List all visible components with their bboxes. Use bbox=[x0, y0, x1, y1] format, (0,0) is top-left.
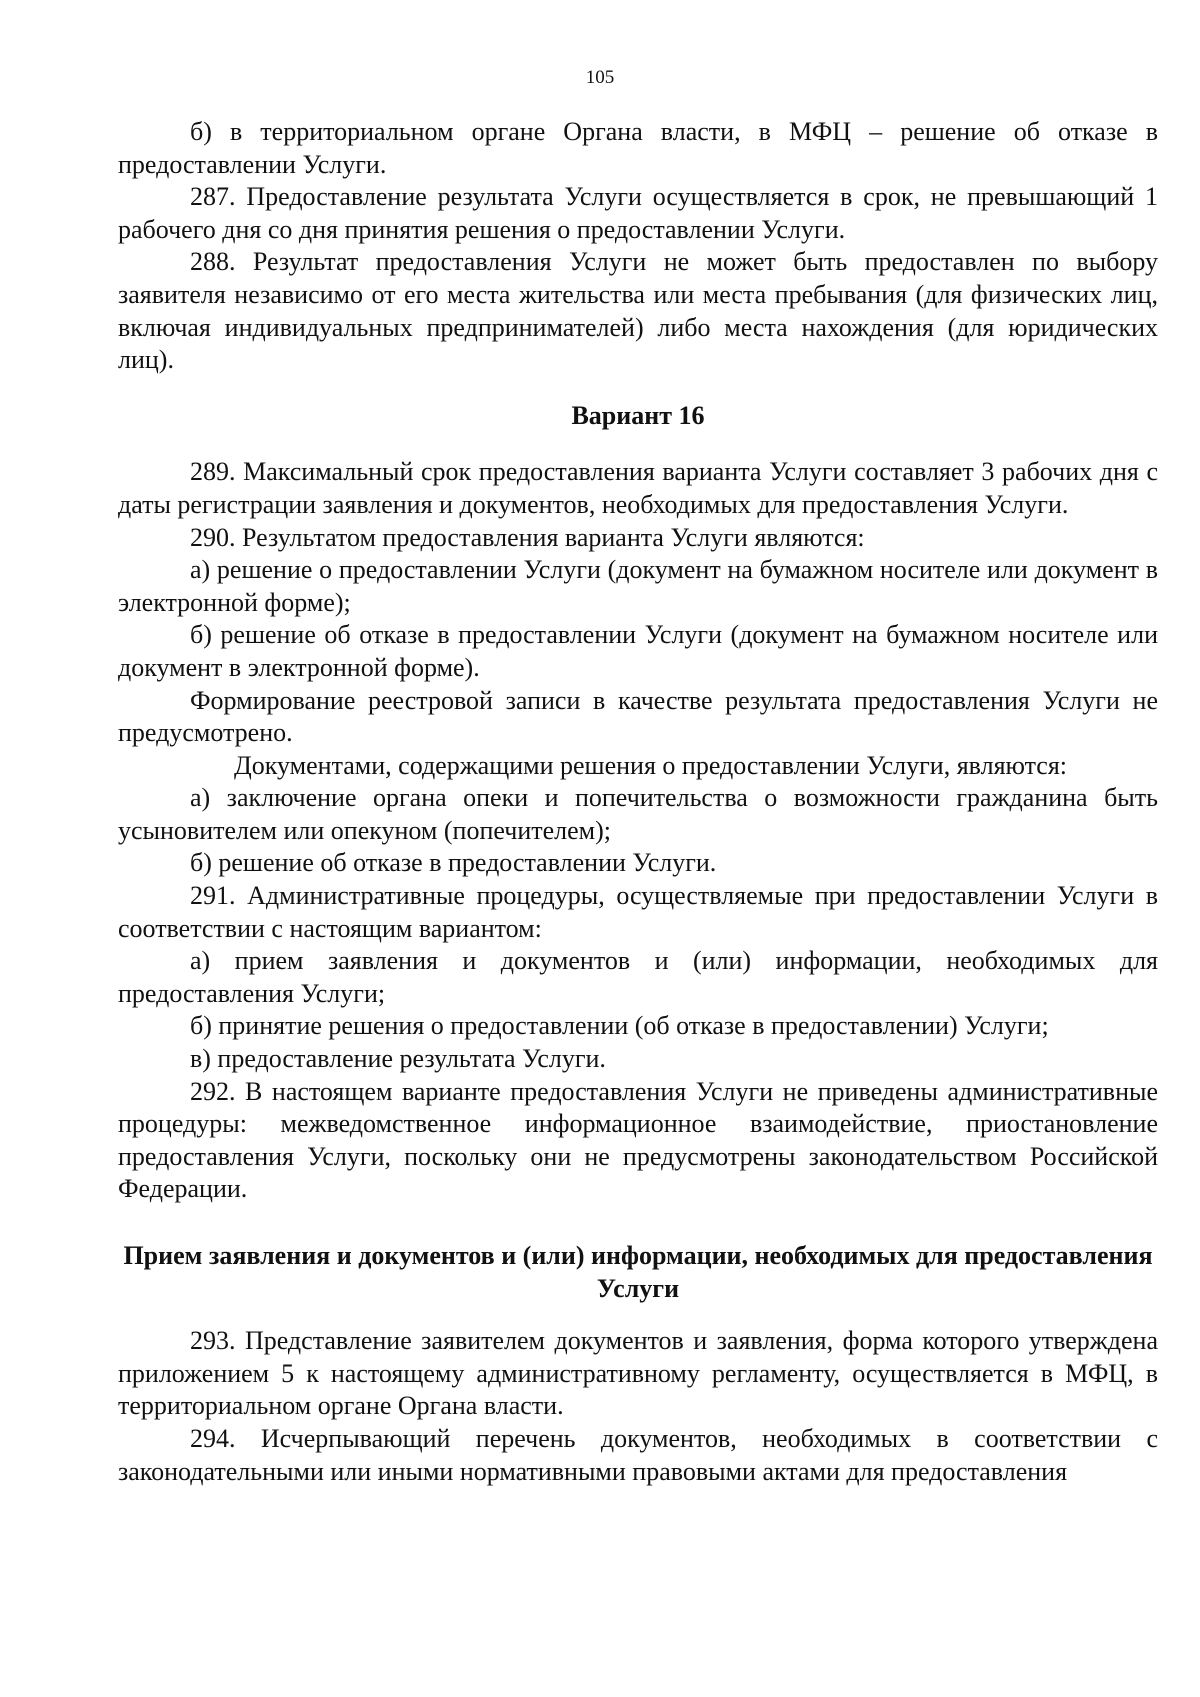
paragraph-291: 291. Административные процедуры, осуществляемые при предоставлении Услуги в соответствии с настоящим вариантом: bbox=[118, 881, 1158, 943]
paragraph-293: 293. Представление заявителем документов и заявления, форма которого утверждена приложением 5 к настоящему административному регламенту, осуществляется в МФЦ, в территориальном органе Органа власти. bbox=[118, 1326, 1158, 1421]
paragraph-decision-a: а) заключение органа опеки и попечительства о возможности гражданина быть усыновителем или опекуном (попечителем); bbox=[118, 783, 1158, 845]
heading-application-intake: Прием заявления и документов и (или) информации, необходимых для предоставления Услуги bbox=[123, 1241, 1153, 1303]
paragraph-291a: а) прием заявления и документов и (или) информации, необходимых для предоставления Услуги; bbox=[118, 946, 1158, 1008]
paragraph-294: 294. Исчерпывающий перечень документов, необходимых в соответствии с законодательными или иными нормативными правовыми актами для предоставления bbox=[118, 1423, 1158, 1486]
paragraph-289: 289. Максимальный срок предоставления варианта Услуги составляет 3 рабочих дня с даты регистрации заявления и документов, необходимых для предоставления Услуги. bbox=[118, 457, 1158, 519]
paragraph-290a: а) решение о предоставлении Услуги (документ на бумажном носителе или документ в электронной форме); bbox=[118, 555, 1158, 617]
page-number: 105 bbox=[585, 67, 615, 88]
paragraph-registry-record: Формирование реестровой записи в качестве результата предоставления Услуги не предусмотрено. bbox=[118, 685, 1158, 748]
paragraph-292: 292. В настоящем варианте предоставления Услуги не приведены административные процедуры: межведомственное информационное взаимодействие, приостановление предоставления Услуги, поскольку они не предусмотрены законодательством Российской Федерации. bbox=[118, 1076, 1158, 1204]
paragraph-291c: в) предоставление результата Услуги. bbox=[190, 1044, 606, 1074]
document-body bbox=[118, 116, 1158, 1488]
paragraph-decision-b: б) решение об отказе в предоставлении Услуги. bbox=[190, 848, 717, 878]
paragraph-286b: б) в территориальном органе Органа власти, в МФЦ – решение об отказе в предоставлении Услуги. bbox=[118, 117, 1158, 179]
paragraph-290: 290. Результатом предоставления варианта Услуги являются: bbox=[190, 522, 865, 552]
paragraph-decision-documents: Документами, содержащими решения о предоставлении Услуги, являются: bbox=[234, 750, 1068, 780]
paragraph-291b: б) принятие решения о предоставлении (об отказе в предоставлении) Услуги; bbox=[190, 1011, 1049, 1041]
paragraph-288: 288. Результат предоставления Услуги не может быть предоставлен по выбору заявителя независимо от его места жительства или места пребывания (для физических лиц, включая индивидуальных предпринимателей) либо места нахождения (для юридических лиц). bbox=[118, 247, 1158, 375]
heading-variant-16: Вариант 16 bbox=[571, 400, 705, 430]
paragraph-290b: б) решение об отказе в предоставлении Услуги (документ на бумажном носителе или документ в электронной форме). bbox=[118, 620, 1158, 682]
paragraph-287: 287. Предоставление результата Услуги осуществляется в срок, не превышающий 1 рабочего дня со дня принятия решения о предоставлении Услуги. bbox=[118, 182, 1158, 244]
